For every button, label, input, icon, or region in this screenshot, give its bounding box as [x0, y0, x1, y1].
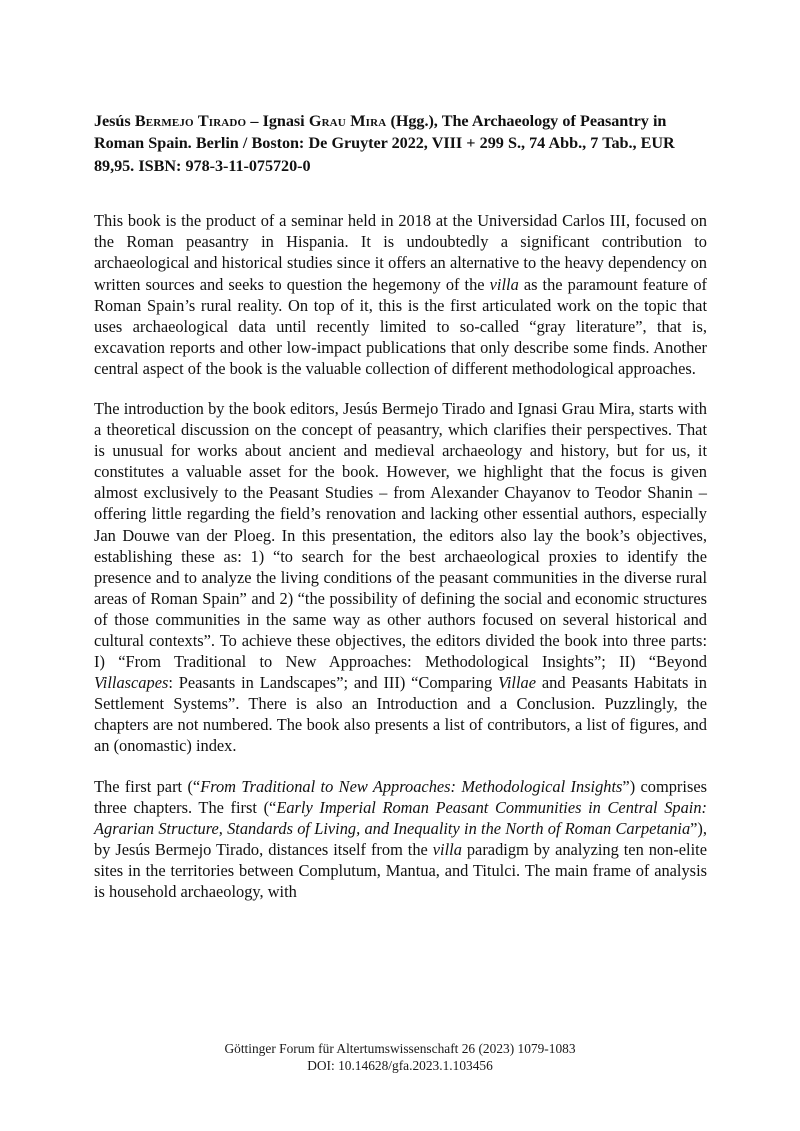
- page-footer: [0, 1040, 800, 1074]
- text-run: ”) comprises three chapters. The first (“: [94, 776, 707, 817]
- footer-doi: DOI: 10.14628/gfa.2023.1.103456: [307, 1058, 493, 1073]
- italic-term: Villascapes: [94, 673, 169, 693]
- text-run: ”), by Jesús Bermejo Tirado, distances itself from the: [94, 818, 707, 859]
- review-paragraph: [94, 398, 707, 757]
- italic-term: From Traditional to New Approaches: Methodological Insights: [200, 776, 623, 796]
- italic-term: Early Imperial Roman Peasant Communities in Central Spain: Agrarian Structure, Standards of Living, and Inequality in the North of Roman Carpetania: [94, 797, 707, 838]
- book-title-and-imprint: (Hgg.), The Archaeology of Peasantry in Roman Spain. Berlin / Boston: De Gruyter 2022, VIII + 299 S., 74 Abb., 7 Tab., EUR 89,95. ISBN: 978-3-11-075720-0: [94, 112, 675, 175]
- italic-term: villa: [489, 274, 519, 294]
- editor-one-firstname: Jesús: [94, 112, 135, 130]
- review-body: [94, 210, 707, 902]
- italic-term: villa: [432, 839, 462, 859]
- text-run: as the paramount feature of Roman Spain’s rural reality. On top of it, this is the first articulated work on the topic that uses archaeological data until recently limited to so-called “gray literature”, that is, excavation reports and other low-impact publications that only describe some finds. Another central aspect of the book is the valuable collection of different methodological approaches.: [94, 274, 708, 378]
- italic-term: Villae: [498, 673, 536, 693]
- bibliographic-header: [94, 110, 707, 177]
- footer-journal-citation: Göttinger Forum für Altertumswissenschaft 26 (2023) 1079-1083: [224, 1041, 576, 1056]
- text-run: : Peasants in Landscapes”; and III) “Comparing: [168, 673, 499, 693]
- editor-two-surname: Grau Mira: [308, 112, 387, 130]
- text-run: and Peasants Habitats in Settlement Systems”. There is also an Introduction and a Conclusion. Puzzlingly, the chapters are not numbered. The book also presents a list of contributors, a list of figures, and an (onomastic) index.: [94, 673, 707, 756]
- text-run: The introduction by the book editors, Jesús Bermejo Tirado and Ignasi Grau Mira, starts with a theoretical discussion on the concept of peasantry, which clarifies their perspectives. That is unusual for works about ancient and medieval archaeology and history, but for us, it constitutes a valuable asset for the book. However, we highlight that the focus is given almost exclusively to the Peasant Studies – from Alexander Chayanov to Teodor Shanin – offering little regarding the field’s renovation and lacking other essential authors, especially Jan Douwe van der Ploeg. In this presentation, the editors also lay the book’s objectives, establishing these as: 1) “to search for the best archaeological proxies to identify the presence and to analyze the living conditions of the peasant communities in the diverse rural areas of Roman Spain” and 2) “the possibility of defining the social and economic structures of those communities in the same way as other authors focused on several historical and cultural contexts”. To achieve these objectives, the editors divided the book into three parts: I) “From Traditional to New Approaches: Methodological Insights”; II) “Beyond: [94, 398, 707, 672]
- editor-one-surname: Bermejo Tirado: [134, 112, 247, 130]
- text-run: This book is the product of a seminar held in 2018 at the Universidad Carlos III, focused on the Roman peasantry in Hispania. It is undoubtedly a significant contribution to archaeological and historical studies since it offers an alternative to the heavy dependency on written sources and seeks to question the hegemony of the: [94, 211, 707, 294]
- text-run: paradigm by analyzing ten non-elite sites in the territories between Complutum, Mantua, and Titulci. The main frame of analysis is household archaeology, with: [94, 839, 707, 902]
- review-paragraph: [94, 776, 707, 903]
- editor-separator: – Ignasi: [246, 112, 309, 130]
- review-paragraph: [94, 210, 707, 379]
- text-run: The first part (“: [94, 776, 201, 796]
- page-content: [94, 110, 707, 902]
